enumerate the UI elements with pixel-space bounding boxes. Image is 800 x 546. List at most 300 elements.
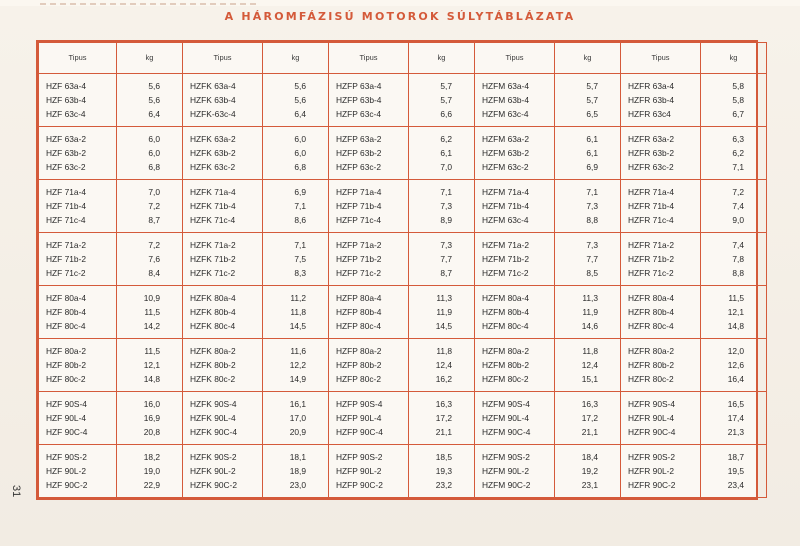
motor-weight: 23,4 [727,480,744,490]
motor-weight: 10,9 [143,293,160,303]
motor-weight: 7,4 [732,240,744,250]
motor-weight: 7,2 [148,201,160,211]
motor-type: HZFK 80a-4 [190,293,236,303]
type-cell [39,392,117,445]
motor-weight: 6,2 [732,148,744,158]
motor-type: HZFP 63c-4 [336,109,381,119]
motor-weight: 11,9 [582,307,598,317]
motor-type: HZFR 90S-4 [628,399,676,409]
header-cell: kg [701,43,767,74]
type-cell [329,127,409,180]
motor-type: HZFR 63a-2 [628,134,675,144]
weight-cell [117,286,183,339]
weight-cell [701,180,767,233]
weight-cell [263,286,329,339]
motor-type: HZFP 80b-4 [336,307,382,317]
type-cell [39,339,117,392]
weight-cell [117,445,183,498]
motor-weight: 7,3 [586,240,598,250]
motor-weight: 7,7 [586,254,598,264]
motor-type: HZF 71a-4 [46,187,87,197]
motor-type: HZFR 63b-2 [628,148,675,158]
motor-type: HZF 80b-4 [46,307,87,317]
table-row [39,180,767,233]
weight-cell [117,339,183,392]
type-cell [329,180,409,233]
motor-weight: 7,1 [440,187,452,197]
motor-weight: 5,6 [148,95,160,105]
motor-type: HZF 71c-4 [46,215,86,225]
motor-type: HZFP 71a-4 [336,187,382,197]
motor-weight: 8,3 [294,268,306,278]
motor-weight: 15,1 [581,374,598,384]
weight-cell [117,180,183,233]
motor-type: HZFR 80b-4 [628,307,675,317]
motor-type: HZFM 90S-2 [482,452,530,462]
motor-weight: 11,5 [144,307,160,317]
motor-type: HZFK 80c-2 [190,374,236,384]
motor-type: HZFM 71a-4 [482,187,530,197]
motor-type: HZFM 80c-2 [482,374,529,384]
motor-type: HZF 90L-2 [46,466,87,476]
type-cell [39,445,117,498]
motor-weight: 7,6 [148,254,160,264]
motor-type: HZFK 63c-2 [190,162,236,172]
motor-weight: 5,7 [586,95,598,105]
motor-type: HZFK 90S-4 [190,399,237,409]
type-cell [39,180,117,233]
motor-type: HZF 90L-4 [46,413,87,423]
motor-weight: 7,4 [732,201,744,211]
motor-weight: 18,5 [435,452,452,462]
type-cell [183,127,263,180]
type-cell [475,392,555,445]
weight-cell [409,127,475,180]
motor-weight: 11,9 [436,307,452,317]
motor-weight: 16,1 [289,399,306,409]
motor-type: HZFR 90L-2 [628,466,675,476]
motor-type: HZFM 80c-4 [482,321,529,331]
motor-type: HZFR 71a-2 [628,240,675,250]
motor-weight: 7,3 [440,240,452,250]
motor-weight: 19,5 [727,466,744,476]
motor-type: HZFK 63b-4 [190,95,236,105]
motor-weight: 18,2 [143,452,160,462]
header-cell: Tipus [39,43,117,74]
motor-weight: 6,1 [586,134,598,144]
motor-type: HZFP 63a-4 [336,81,382,91]
motor-weight: 19,0 [143,466,160,476]
motor-weight: 11,3 [582,293,598,303]
motor-weight: 7,7 [440,254,452,264]
motor-weight: 5,7 [440,81,452,91]
motor-weight: 6,0 [148,148,160,158]
motor-weight: 14,2 [143,321,160,331]
motor-type: HZFR 80a-2 [628,346,675,356]
motor-weight: 6,0 [148,134,160,144]
motor-type: HZFM 71c-2 [482,268,529,278]
motor-type: HZFK 80b-4 [190,307,236,317]
motor-weight: 12,4 [435,360,452,370]
motor-weight: 6,3 [732,134,744,144]
motor-type: HZFR 90C-2 [628,480,676,490]
type-cell [39,286,117,339]
table-row [39,233,767,286]
motor-type: HZFP 71c-2 [336,268,381,278]
motor-type: HZF 71b-2 [46,254,87,264]
header-cell: kg [263,43,329,74]
motor-weight: 11,6 [290,346,306,356]
motor-weight: 7,1 [294,201,306,211]
type-cell [329,445,409,498]
motor-weight-table [38,42,767,498]
motor-type: HZF 90S-2 [46,452,87,462]
motor-type: HZF 71b-4 [46,201,87,211]
header-cell: Tipus [183,43,263,74]
motor-weight: 7,3 [440,201,452,211]
motor-type: HZFK 90S-2 [190,452,237,462]
motor-weight: 6,6 [440,109,452,119]
type-cell [621,233,701,286]
motor-type: HZFK 90L-2 [190,466,236,476]
weight-table-frame [36,40,758,500]
motor-weight: 14,8 [727,321,744,331]
motor-type: HZFR 90C-4 [628,427,676,437]
motor-type: HZF 63b-2 [46,148,87,158]
motor-weight: 6,5 [586,109,598,119]
motor-weight: 18,9 [289,466,306,476]
motor-weight: 5,8 [732,81,744,91]
motor-weight: 5,8 [732,95,744,105]
motor-type: HZFR 90S-2 [628,452,676,462]
table-body [39,74,767,498]
motor-weight: 12,6 [727,360,744,370]
motor-weight: 16,3 [435,399,452,409]
motor-type: HZFK 90L-4 [190,413,236,423]
motor-type: HZF 63a-2 [46,134,87,144]
motor-weight: 23,1 [581,480,598,490]
motor-weight: 17,2 [435,413,452,423]
weight-cell [409,339,475,392]
motor-weight: 22,9 [143,480,160,490]
motor-weight: 6,0 [294,134,306,144]
header-cell: Tipus [475,43,555,74]
type-cell [183,233,263,286]
motor-type: HZF 80b-2 [46,360,87,370]
weight-cell [263,445,329,498]
motor-weight: 20,9 [289,427,306,437]
motor-weight: 16,4 [727,374,744,384]
motor-weight: 18,1 [289,452,306,462]
motor-type: HZFK 71c-2 [190,268,236,278]
motor-type: HZFK 71a-2 [190,240,236,250]
weight-cell [263,233,329,286]
motor-type: HZF 71c-2 [46,268,86,278]
motor-type: HZFR 71c-4 [628,215,674,225]
motor-type: HZFR 71a-4 [628,187,675,197]
motor-type: HZFR 90L-4 [628,413,675,423]
motor-type: HZF 90C-4 [46,427,88,437]
table-row [39,445,767,498]
weight-cell [409,392,475,445]
motor-weight: 5,7 [440,95,452,105]
motor-weight: 12,1 [143,360,160,370]
header-cell: Tipus [329,43,409,74]
weight-cell [555,127,621,180]
motor-type: HZFP 90S-4 [336,399,383,409]
type-cell [329,339,409,392]
motor-type: HZF 80a-4 [46,293,87,303]
weight-cell [555,233,621,286]
type-cell [183,339,263,392]
motor-weight: 8,8 [586,215,598,225]
type-cell [621,445,701,498]
motor-weight: 21,1 [581,427,598,437]
header-cell: Tipus [621,43,701,74]
motor-weight: 5,6 [294,81,306,91]
motor-weight: 7,1 [294,240,306,250]
type-cell [621,392,701,445]
motor-type: HZFM 63c-4 [482,215,529,225]
motor-type: HZF 71a-2 [46,240,87,250]
motor-type: HZF 63b-4 [46,95,87,105]
motor-weight: 8,5 [586,268,598,278]
weight-cell [263,180,329,233]
motor-weight: 6,0 [294,148,306,158]
type-cell [475,127,555,180]
motor-weight: 6,8 [294,162,306,172]
motor-weight: 16,9 [143,413,160,423]
motor-type: HZF 80c-4 [46,321,86,331]
motor-weight: 7,2 [732,187,744,197]
motor-weight: 23,0 [289,480,306,490]
motor-type: HZFP 90S-2 [336,452,383,462]
motor-type: HZFP 90L-4 [336,413,382,423]
motor-weight: 7,3 [586,201,598,211]
weight-cell [409,233,475,286]
motor-type: HZF 63a-4 [46,81,87,91]
motor-type: HZFK 80a-2 [190,346,236,356]
motor-type: HZFP 71b-2 [336,254,382,264]
motor-type: HZFP 63b-2 [336,148,382,158]
motor-type: HZFK 71b-4 [190,201,236,211]
motor-type: HZFM 90C-2 [482,480,531,490]
table-row [39,392,767,445]
type-cell [475,339,555,392]
motor-weight: 7,1 [586,187,598,197]
type-cell [621,180,701,233]
weight-cell [701,339,767,392]
motor-type: HZF 80a-2 [46,346,87,356]
motor-type: HZFP 80b-2 [336,360,382,370]
motor-type: HZFK 71b-2 [190,254,236,264]
weight-cell [409,180,475,233]
motor-type: HZFK 90C-2 [190,480,238,490]
type-cell [475,286,555,339]
motor-type: HZFM 80b-2 [482,360,530,370]
weight-cell [117,127,183,180]
motor-type: HZFK 63b-2 [190,148,236,158]
motor-weight: 19,2 [581,466,598,476]
motor-weight: 11,8 [582,346,598,356]
weight-cell [555,339,621,392]
type-cell [621,339,701,392]
weight-cell [701,233,767,286]
motor-type: HZF 90C-2 [46,480,88,490]
motor-type: HZFR 63b-4 [628,95,675,105]
motor-weight: 11,5 [728,293,744,303]
motor-type: HZFP 63b-4 [336,95,382,105]
motor-type: HZFR 71c-2 [628,268,674,278]
motor-type: HZF 80c-2 [46,374,86,384]
motor-type: HZFP 80a-2 [336,346,382,356]
motor-type: HZF 63c-4 [46,109,86,119]
motor-type: HZFM 90L-2 [482,466,530,476]
motor-weight: 20,8 [143,427,160,437]
motor-weight: 5,6 [148,81,160,91]
header-cell: kg [409,43,475,74]
motor-weight: 8,6 [294,215,306,225]
motor-weight: 6,1 [440,148,452,158]
motor-type: HZF 63c-2 [46,162,86,172]
motor-weight: 14,6 [581,321,598,331]
motor-weight: 17,0 [289,413,306,423]
motor-type: HZFM 80b-4 [482,307,530,317]
table-row [39,339,767,392]
motor-weight: 23,2 [435,480,452,490]
table-row [39,286,767,339]
motor-type: HZFM 63c-4 [482,109,529,119]
weight-cell [117,392,183,445]
table-row [39,127,767,180]
weight-cell [701,445,767,498]
type-cell [475,445,555,498]
motor-type: HZFM 90C-4 [482,427,531,437]
type-cell [621,286,701,339]
weight-cell [409,74,475,127]
motor-weight: 14,9 [289,374,306,384]
motor-weight: 14,5 [435,321,452,331]
weight-cell [701,392,767,445]
weight-cell [555,74,621,127]
motor-weight: 11,8 [436,346,452,356]
motor-type: HZFK 63a-4 [190,81,236,91]
weight-cell [263,392,329,445]
motor-weight: 6,9 [586,162,598,172]
motor-type: HZFR 80b-2 [628,360,675,370]
motor-type: HZFP 63a-2 [336,134,382,144]
weight-cell [555,180,621,233]
motor-weight: 16,0 [143,399,160,409]
weight-cell [701,127,767,180]
type-cell [621,74,701,127]
motor-type: HZFP 80a-4 [336,293,382,303]
weight-cell [409,445,475,498]
motor-type: HZFR 63a-4 [628,81,675,91]
motor-weight: 11,8 [290,307,306,317]
type-cell [329,74,409,127]
motor-weight: 12,0 [727,346,744,356]
top-faded-rule [40,3,260,5]
motor-type: HZFK-63c-4 [190,109,236,119]
header-cell: kg [117,43,183,74]
weight-cell [117,233,183,286]
motor-type: HZF 90S-4 [46,399,87,409]
weight-cell [555,392,621,445]
motor-type: HZFM 63b-4 [482,95,530,105]
motor-weight: 6,8 [148,162,160,172]
motor-weight: 7,5 [294,254,306,264]
motor-type: HZFK 80b-2 [190,360,236,370]
type-cell [39,74,117,127]
weight-cell [263,74,329,127]
motor-weight: 6,4 [294,109,306,119]
motor-weight: 7,0 [440,162,452,172]
motor-type: HZFP 90C-2 [336,480,383,490]
type-cell [329,233,409,286]
header-cell: kg [555,43,621,74]
motor-type: HZFM 63b-2 [482,148,530,158]
motor-weight: 8,8 [732,268,744,278]
motor-weight: 14,8 [143,374,160,384]
motor-type: HZFP 71b-4 [336,201,382,211]
motor-type: HZFM 90L-4 [482,413,530,423]
motor-weight: 6,9 [294,187,306,197]
motor-type: HZFM 71b-2 [482,254,530,264]
motor-type: HZFK 63a-2 [190,134,236,144]
motor-weight: 16,3 [581,399,598,409]
motor-type: HZFM 80a-2 [482,346,530,356]
motor-weight: 6,1 [586,148,598,158]
motor-weight: 6,4 [148,109,160,119]
type-cell [183,392,263,445]
motor-type: HZFP 90C-4 [336,427,383,437]
weight-cell [117,74,183,127]
motor-weight: 12,4 [581,360,598,370]
motor-weight: 16,5 [727,399,744,409]
type-cell [183,74,263,127]
motor-weight: 19,3 [435,466,452,476]
motor-weight: 11,3 [436,293,452,303]
table-header-row [39,43,767,74]
weight-cell [555,445,621,498]
motor-weight: 6,2 [440,134,452,144]
motor-type: HZFK 71c-4 [190,215,236,225]
weight-cell [701,74,767,127]
type-cell [475,74,555,127]
type-cell [475,180,555,233]
motor-type: HZFM 90S-4 [482,399,530,409]
type-cell [183,286,263,339]
type-cell [329,392,409,445]
motor-weight: 12,1 [727,307,744,317]
motor-type: HZFM 71a-2 [482,240,530,250]
page-title: A HÁROMFÁZISÚ MOTOROK SÚLYTÁBLÁZATA [224,10,576,23]
type-cell [39,233,117,286]
weight-cell [555,286,621,339]
type-cell [475,233,555,286]
motor-type: HZFM 63c-2 [482,162,529,172]
table-row [39,74,767,127]
motor-type: HZFM 63a-2 [482,134,530,144]
motor-weight: 21,1 [435,427,452,437]
motor-weight: 18,4 [581,452,598,462]
motor-type: HZFP 90L-2 [336,466,382,476]
motor-weight: 7,2 [148,240,160,250]
motor-type: HZFR 71b-2 [628,254,675,264]
motor-weight: 11,2 [290,293,306,303]
motor-weight: 18,7 [727,452,744,462]
